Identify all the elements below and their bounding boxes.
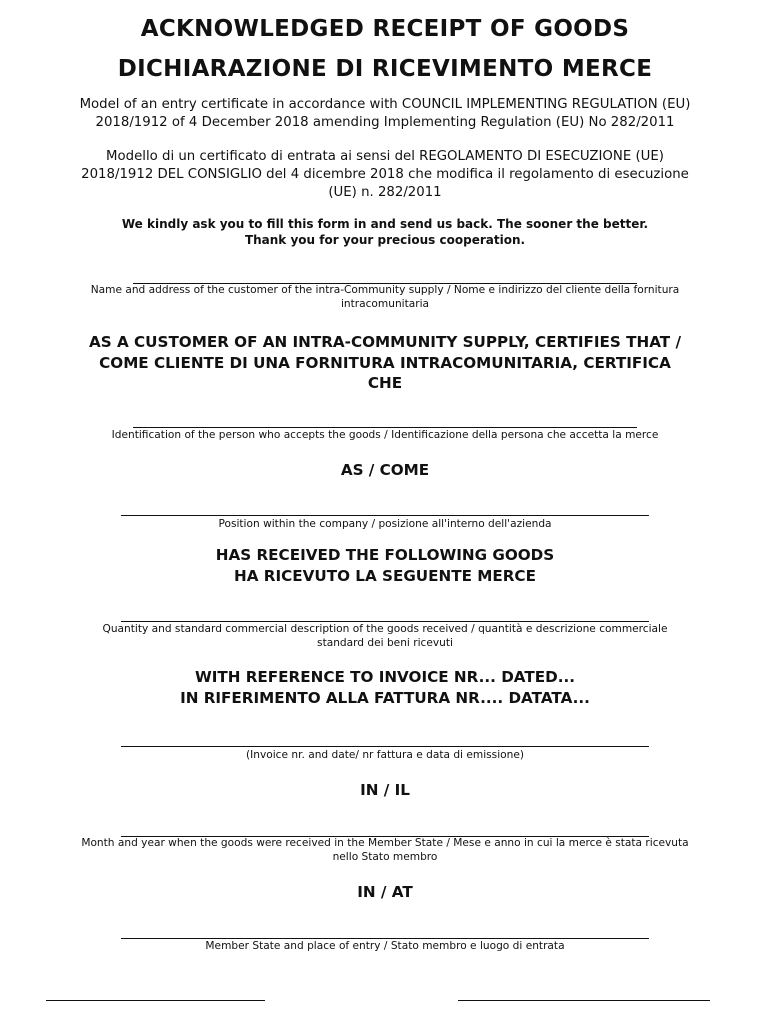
caption-line: nello Stato membro — [332, 850, 438, 863]
position-caption: Position within the company / posizione all'interno dell'azienda — [218, 518, 552, 530]
heading-line: HA RICEVUTO LA SEGUENTE MERCE — [234, 566, 536, 585]
title-en: ACKNOWLEDGED RECEIPT OF GOODS — [140, 16, 630, 42]
as-heading: AS / COME — [340, 461, 430, 479]
request-line: We kindly ask you to fill this form in and send us back. The sooner the better. — [121, 217, 649, 231]
caption-line: Quantity and standard commercial description of the goods received / quantità e descrizione commerciale — [102, 623, 668, 635]
intro-it-line: Modello di un certificato di entrata ai sensi del REGOLAMENTO DI ESECUZIONE (UE) — [106, 149, 664, 164]
goods-caption — [0, 623, 770, 650]
invoice-caption: (Invoice nr. and date/ nr fattura e data di emissione) — [246, 749, 524, 761]
customer-caption — [0, 284, 770, 311]
signature-line[interactable] — [458, 1000, 710, 1001]
entry-caption: Member State and place of entry / Stato membro e luogo di entrata — [205, 940, 565, 952]
in-heading: IN / IL — [360, 781, 410, 799]
request-note — [0, 216, 770, 248]
intro-it-line: (UE) n. 282/2011 — [328, 185, 442, 200]
intro-en — [0, 96, 770, 132]
intro-it — [0, 148, 770, 202]
heading-line: COME CLIENTE DI UNA FORNITURA INTRACOMUNITARIA, CERTIFICA — [99, 353, 671, 372]
month-caption — [0, 837, 770, 864]
caption-line: Name and address of the customer of the intra-Community supply / Nome e indirizzo del cliente della fornitura — [90, 284, 680, 296]
intro-en-line: Model of an entry certificate in accordance with COUNCIL IMPLEMENTING REGULATION (EU) — [79, 97, 691, 112]
caption-line: Month and year when the goods were received in the Member State / Mese e anno in cui la merce è stata ricevuta — [81, 837, 689, 849]
date-signature-line[interactable] — [46, 1000, 265, 1001]
person-caption: Identification of the person who accepts the goods / Identificazione della persona che accetta la merce — [111, 429, 659, 441]
heading-line: HAS RECEIVED THE FOLLOWING GOODS — [215, 546, 555, 564]
position-field-line[interactable] — [121, 515, 649, 516]
at-heading: IN / AT — [357, 883, 413, 901]
goods-field-line[interactable] — [121, 621, 649, 622]
heading-line: AS A CUSTOMER OF AN INTRA-COMMUNITY SUPPLY, CERTIFIES THAT / — [89, 333, 681, 351]
heading-line: CHE — [367, 374, 403, 392]
caption-line: standard dei beni ricevuti — [317, 636, 453, 649]
intro-en-line: 2018/1912 of 4 December 2018 amending Implementing Regulation (EU) No 282/2011 — [95, 115, 675, 130]
person-field-line[interactable] — [133, 427, 637, 428]
invoice-heading — [0, 667, 770, 708]
invoice-field-line[interactable] — [121, 746, 649, 747]
received-heading — [0, 545, 770, 586]
certifies-heading — [0, 332, 770, 394]
entry-field-line[interactable] — [121, 938, 649, 939]
caption-line: intracomunitaria — [340, 297, 430, 310]
request-line: Thank you for your precious cooperation. — [244, 233, 526, 247]
intro-it-line: 2018/1912 DEL CONSIGLIO del 4 dicembre 2018 che modifica il regolamento di esecuzione — [81, 167, 689, 182]
title-it: DICHIARAZIONE DI RICEVIMENTO MERCE — [117, 56, 653, 82]
heading-line: WITH REFERENCE TO INVOICE NR... DATED... — [194, 668, 576, 686]
heading-line: IN RIFERIMENTO ALLA FATTURA NR.... DATATA... — [180, 688, 590, 707]
